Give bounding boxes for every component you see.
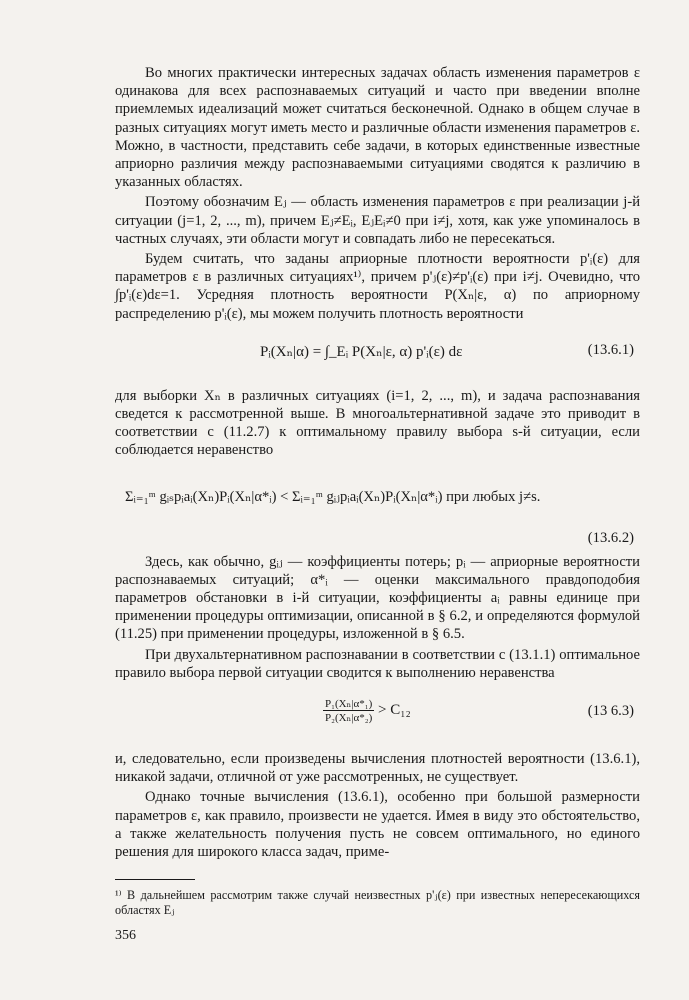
paragraph-1: Во многих практически интересных задачах область изменения параметров ε одинакова для всех распознаваемых ситуаций и часто при введении вполне приемлемых идеализаций может считаться бесконечной. Однако в общем случае в разных ситуациях могут иметь место и различные области изменения параметров ε. Можно, в частности, представить себе задачи, в которых единственные известные априорно различия между распознаваемыми ситуациями сводятся к различию в указанных областях.: [115, 65, 640, 191]
equation-3-fraction: [323, 697, 374, 724]
equation-3-denominator: P₂(Xₙ|α*₂): [325, 712, 373, 725]
page-body: [115, 64, 640, 944]
equation-1-number: (13.6.1): [587, 341, 634, 358]
equation-3-numerator: P₁(Xₙ|α*₁): [325, 698, 373, 711]
equation-2-number: (13.6.2): [587, 529, 634, 546]
page-number: 356: [115, 928, 136, 944]
paragraph-7: и, следовательно, если произведены вычисления плотностей вероятности (13.6.1), никакой задачи, отличной от уже рассмотренных, не существует.: [115, 751, 640, 786]
equation-13-6-1: [115, 332, 640, 376]
paragraph-5: Здесь, как обычно, gᵢⱼ — коэффициенты потерь; pᵢ — априорные вероятности распознаваемых ситуаций; α*ᵢ — оценки максимального правдоподобия параметров обстановки в i-й ситуации, коэффициенты aᵢ равны единице при применении процедуры оптимизации, описанной в § 6.2, и определяются формулой (11.25) при применении процедуры, изложенной в § 6.5.: [115, 553, 640, 643]
paragraph-6: При двухальтернативном распознавании в соответствии с (13.1.1) оптимальное правило выбора первой ситуации сводится к выполнению неравенства: [115, 646, 640, 681]
equation-2-expr: Σᵢ₌₁ᵐ gᵢₛpᵢaᵢ(Xₙ)Pᵢ(Xₙ|α*ᵢ) < Σᵢ₌₁ᵐ gᵢⱼpᵢaᵢ(Xₙ)Pᵢ(Xₙ|α*ᵢ) при любых j≠s.: [125, 488, 541, 505]
equation-3-relation: > C₁₂: [374, 702, 411, 719]
paragraph-8: Однако точные вычисления (13.6.1), особенно при большой размерности параметров ε, как правило, произвести не удается. Имея в виду это обстоятельство, а также желательность получения пусть не совсем оптимального, но единого решения для широкого класса задач, приме-: [115, 789, 640, 861]
paragraph-4: для выборки Xₙ в различных ситуациях (i=1, 2, ..., m), и задача распознавания сведется к рассмотренной выше. В многоальтернативной задаче это приводит в соответствии с (11.2.7) к оптимальному правилу выбора s-й ситуации, если соблюдается неравенство: [115, 387, 640, 459]
equation-3-number: (13 6.3): [587, 703, 634, 720]
paragraph-2: Поэтому обозначим Eⱼ — область изменения параметров ε при реализации j-й ситуации (j=1, 2, ..., m), причем Eⱼ≠Eᵢ, EⱼEᵢ≠0 при i≠j, хотя, как уже упоминалось в частных случаях, эти области могут и совпадать либо не пересекаться.: [115, 194, 640, 247]
equation-1-expr: Pᵢ(Xₙ|α) = ∫_Eᵢ P(Xₙ|ε, α) p'ᵢ(ε) dε: [260, 343, 463, 360]
equation-3-expr: [323, 697, 411, 724]
equation-13-6-2: [115, 472, 640, 526]
footnote: ¹⁾ В дальнейшем рассмотрим также случай неизвестных p'ⱼ(ε) при известных непересекающихся областях Eⱼ: [115, 888, 640, 918]
footnote-divider: [115, 879, 195, 880]
paragraph-3: Будем считать, что заданы априорные плотности вероятности p'ᵢ(ε) для параметров ε в различных ситуациях¹⁾, причем p'ⱼ(ε)≠p'ᵢ(ε) при i≠j. Очевидно, что ∫p'ᵢ(ε)dε=1. Усредняя плотность вероятности P(Xₙ|ε, α) по априорному распределению p'ᵢ(ε), мы можем получить плотность вероятности: [115, 251, 640, 322]
equation-13-6-3: [115, 691, 640, 739]
